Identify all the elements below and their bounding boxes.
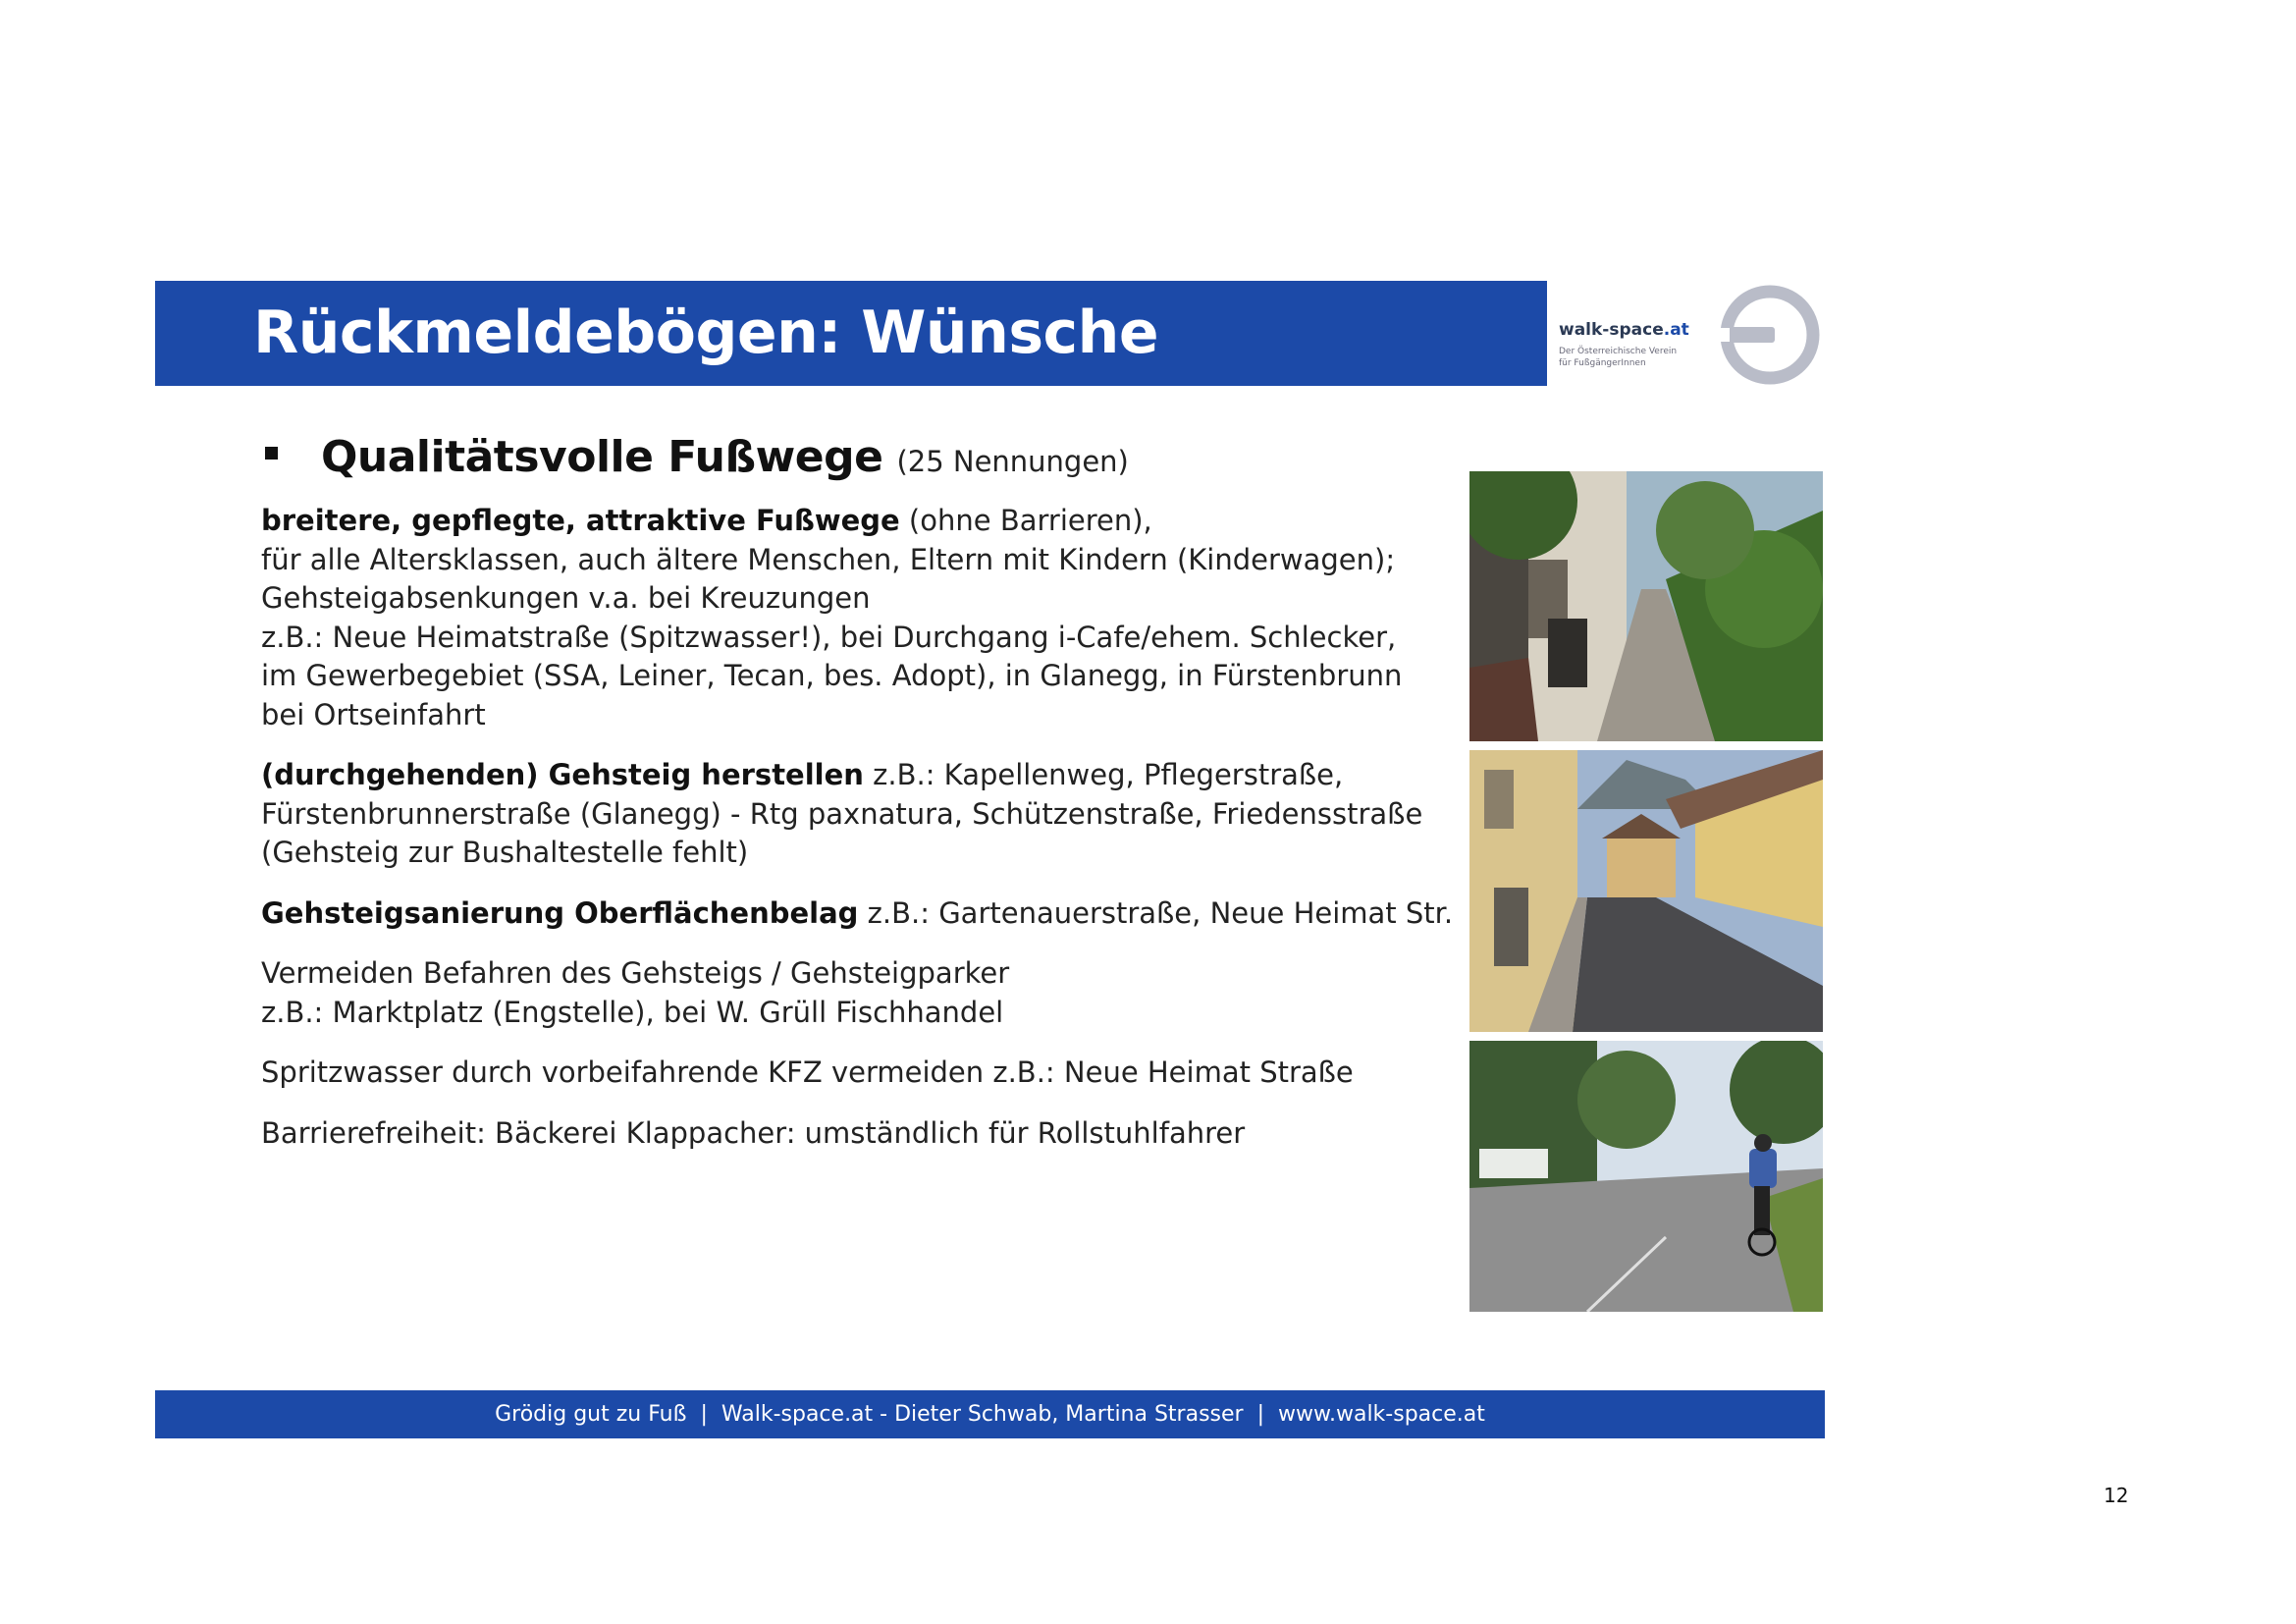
page-number: 12 <box>2104 1484 2129 1507</box>
mention-count: (25 Nennungen) <box>896 445 1129 478</box>
paragraph-line: Spritzwasser durch vorbeifahrende KFZ vermeiden z.B.: Neue Heimat Straße <box>261 1056 1354 1089</box>
footer-bar <box>155 1390 1825 1438</box>
photo-village-street <box>1469 750 1823 1032</box>
paragraph-bold: breitere, gepflegte, attraktive Fußwege <box>261 504 900 537</box>
logo-name-main: walk-space <box>1559 320 1664 340</box>
paragraph-continuous-sidewalk <box>261 756 1429 873</box>
paragraph-line: im Gewerbegebiet (SSA, Leiner, Tecan, bes. Adopt), in Glanegg, in Fürstenbrunn <box>261 659 1403 692</box>
paragraph-line: Barrierefreiheit: Bäckerei Klappacher: umständlich für Rollstuhlfahrer <box>261 1115 1246 1150</box>
logo-subtitle-line2: für FußgängerInnen <box>1559 358 1646 368</box>
paragraph-accessibility <box>261 1114 1429 1154</box>
paragraph-splash-water <box>261 1054 1429 1093</box>
paragraph-line: Vermeiden Befahren des Gehsteigs / Gehsteigparker <box>261 956 1010 990</box>
section-heading-row <box>265 432 1429 482</box>
paragraph-bold: Gehsteigsanierung Oberflächenbelag <box>261 895 859 930</box>
logo-name <box>1559 320 1689 340</box>
photo-footpath-hedge <box>1469 471 1823 741</box>
paragraph-line: z.B.: Neue Heimatstraße (Spitzwasser!), bei Durchgang i-Cafe/ehem. Schlecker, <box>261 620 1397 654</box>
header-bar <box>155 281 1547 386</box>
footer-authors: Walk-space.at - Dieter Schwab, Martina Strasser <box>721 1402 1244 1427</box>
paragraph-line: Gehsteigsanierung Oberflächenbelag z.B.: Gartenauerstraße, Neue Heimat Str. <box>261 895 1454 930</box>
paragraph-sidewalk-parking <box>261 954 1429 1032</box>
paragraph-line: bei Ortseinfahrt <box>261 697 486 731</box>
paragraph-bold: (durchgehenden) Gehsteig herstellen <box>261 758 864 791</box>
logo-subtitle-line1: Der Österreichische Verein <box>1559 347 1678 356</box>
paragraph-line: Gehsteigabsenkungen v.a. bei Kreuzungen <box>261 581 871 615</box>
section-heading: Qualitätsvolle Fußwege <box>321 432 883 482</box>
footpath-photo-image <box>1469 471 1823 741</box>
logo-subtitle <box>1559 346 1677 369</box>
paragraph-surface-renovation <box>261 894 1454 934</box>
footer-project-name: Grödig gut zu Fuß <box>495 1402 687 1427</box>
page-title: Rückmeldebögen: Wünsche <box>253 298 1159 367</box>
bullet-icon <box>265 447 278 460</box>
street-photo-image <box>1469 750 1823 1032</box>
paragraph-line: für alle Altersklassen, auch ältere Menschen, Eltern mit Kindern (Kinderwagen); <box>261 542 1396 576</box>
walk-space-logo <box>1551 281 1821 389</box>
paragraph-line: Fürstenbrunnerstraße (Glanegg) - Rtg paxnatura, Schützenstraße, Friedensstraße <box>261 796 1423 831</box>
road-photo-image <box>1469 1041 1823 1312</box>
main-content <box>261 432 1454 1153</box>
logo-name-tld: .at <box>1663 320 1689 340</box>
footer-separator: | <box>700 1402 708 1427</box>
footer-separator: | <box>1256 1402 1265 1427</box>
paragraph-wide-paths <box>261 502 1429 734</box>
paragraph-line: (durchgehenden) Gehsteig herstellen z.B.: Kapellenweg, Pflegerstraße, <box>261 758 1344 791</box>
paragraph-line: (Gehsteig zur Bushaltestelle fehlt) <box>261 836 749 869</box>
paragraph-line: z.B.: Marktplatz (Engstelle), bei W. Grüll Fischhandel <box>261 995 1004 1029</box>
walk-space-circle-icon <box>1716 281 1824 389</box>
photo-road-cyclist <box>1469 1041 1823 1312</box>
footer-website-link[interactable]: www.walk-space.at <box>1278 1402 1485 1427</box>
paragraph-line: breitere, gepflegte, attraktive Fußwege (ohne Barrieren), <box>261 504 1152 537</box>
